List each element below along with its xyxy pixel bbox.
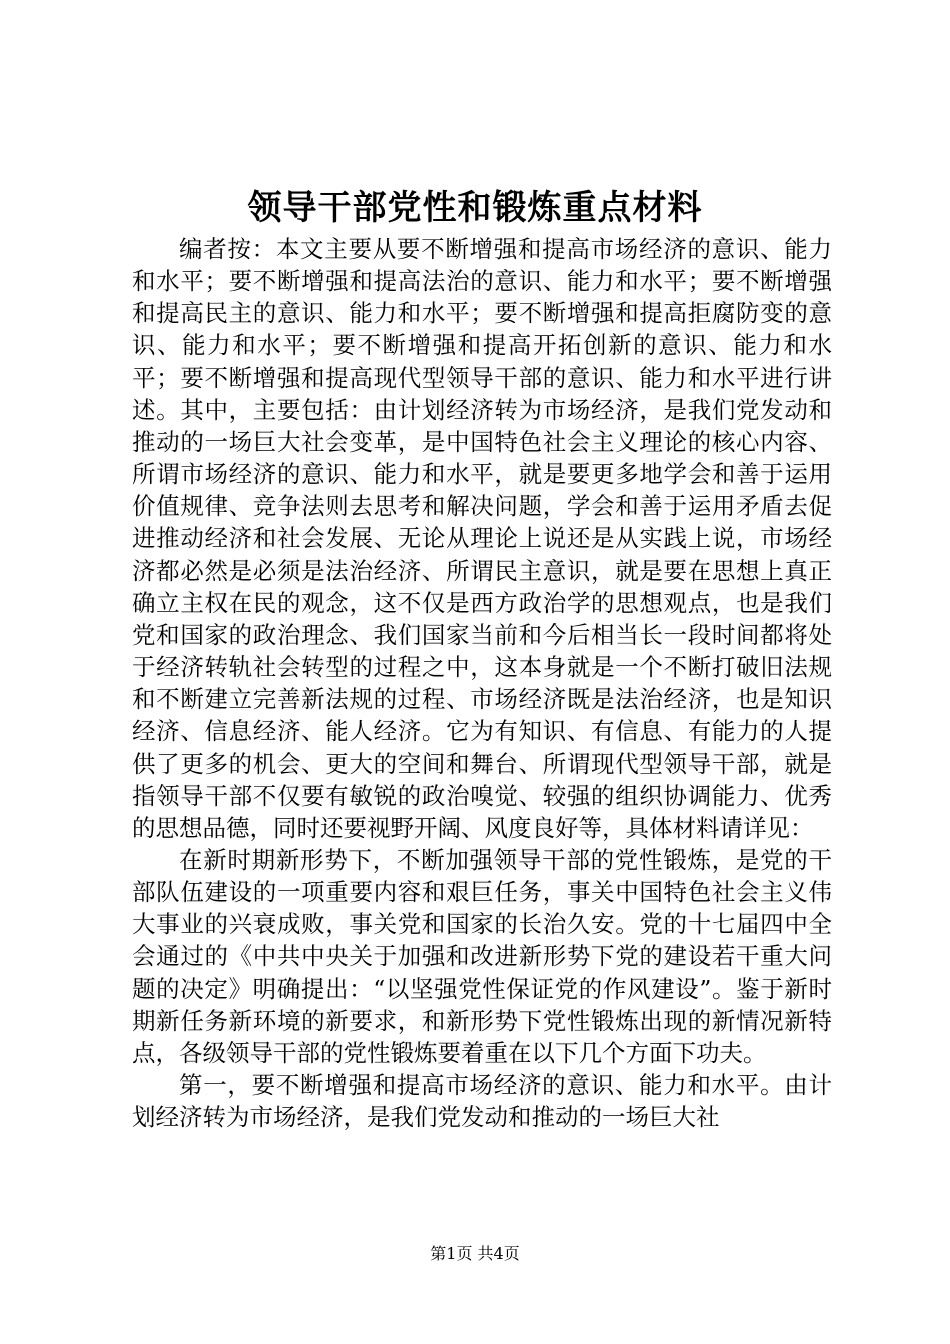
page-number-footer: 第1页 共4页 [430,1244,520,1263]
document-body [132,233,832,1133]
paragraph-editor-note: 编者按：本文主要从要不断增强和提高市场经济的意识、能力和水平；要不断增强和提高法治的意识、能力和水平；要不断增强和提高民主的意识、能力和水平；要不断增强和提高拒腐防变的意识、能力和水平；要不断增强和提高开拓创新的意识、能力和水平；要不断增强和提高现代型领导干部的意识、能力和水平进行讲述。其中，主要包括：由计划经济转为市场经济，是我们党发动和推动的一场巨大社会变革，是中国特色社会主义理论的核心内容、所谓市场经济的意识、能力和水平，就是要更多地学会和善于运用价值规律、竞争法则去思考和解决问题，学会和善于运用矛盾去促进推动经济和社会发展、无论从理论上说还是从实践上说，市场经济都必然是必须是法治经济、所谓民主意识，就是要在思想上真正确立主权在民的观念，这不仅是西方政治学的思想观点，也是我们党和国家的政治理念、我们国家当前和今后相当长一段时间都将处于经济转轨社会转型的过程之中，这本身就是一个不断打破旧法规和不断建立完善新法规的过程、市场经济既是法治经济，也是知识经济、信息经济、能人经济。它为有知识、有信息、有能力的人提供了更多的机会、更大的空间和舞台、所谓现代型领导干部，就是指领导干部不仅要有敏锐的政治嗅觉、较强的组织协调能力、优秀的思想品德，同时还要视野开阔、风度良好等，具体材料请详见： [132,235,832,842]
paragraph-introduction: 在新时期新形势下，不断加强领导干部的党性锻炼，是党的干部队伍建设的一项重要内容和艰巨任务，事关中国特色社会主义伟大事业的兴衰成败，事关党和国家的长治久安。党的十七届四中全会通过的《中共中央关于加强和改进新形势下党的建设若干重大问题的决定》明确提出：“以坚强党性保证党的作风建设”。鉴于新时期新任务新环境的新要求，和新形势下党性锻炼出现的新情况新特点，各级领导干部的党性锻炼要着重在以下几个方面下功夫。 [132,845,832,1067]
paragraph-point-one: 第一，要不断增强和提高市场经济的意识、能力和水平。由计划经济转为市场经济，是我们党发动和推动的一场巨大社 [132,1071,832,1132]
document-title: 领导干部党性和锻炼重点材料 [247,188,703,228]
